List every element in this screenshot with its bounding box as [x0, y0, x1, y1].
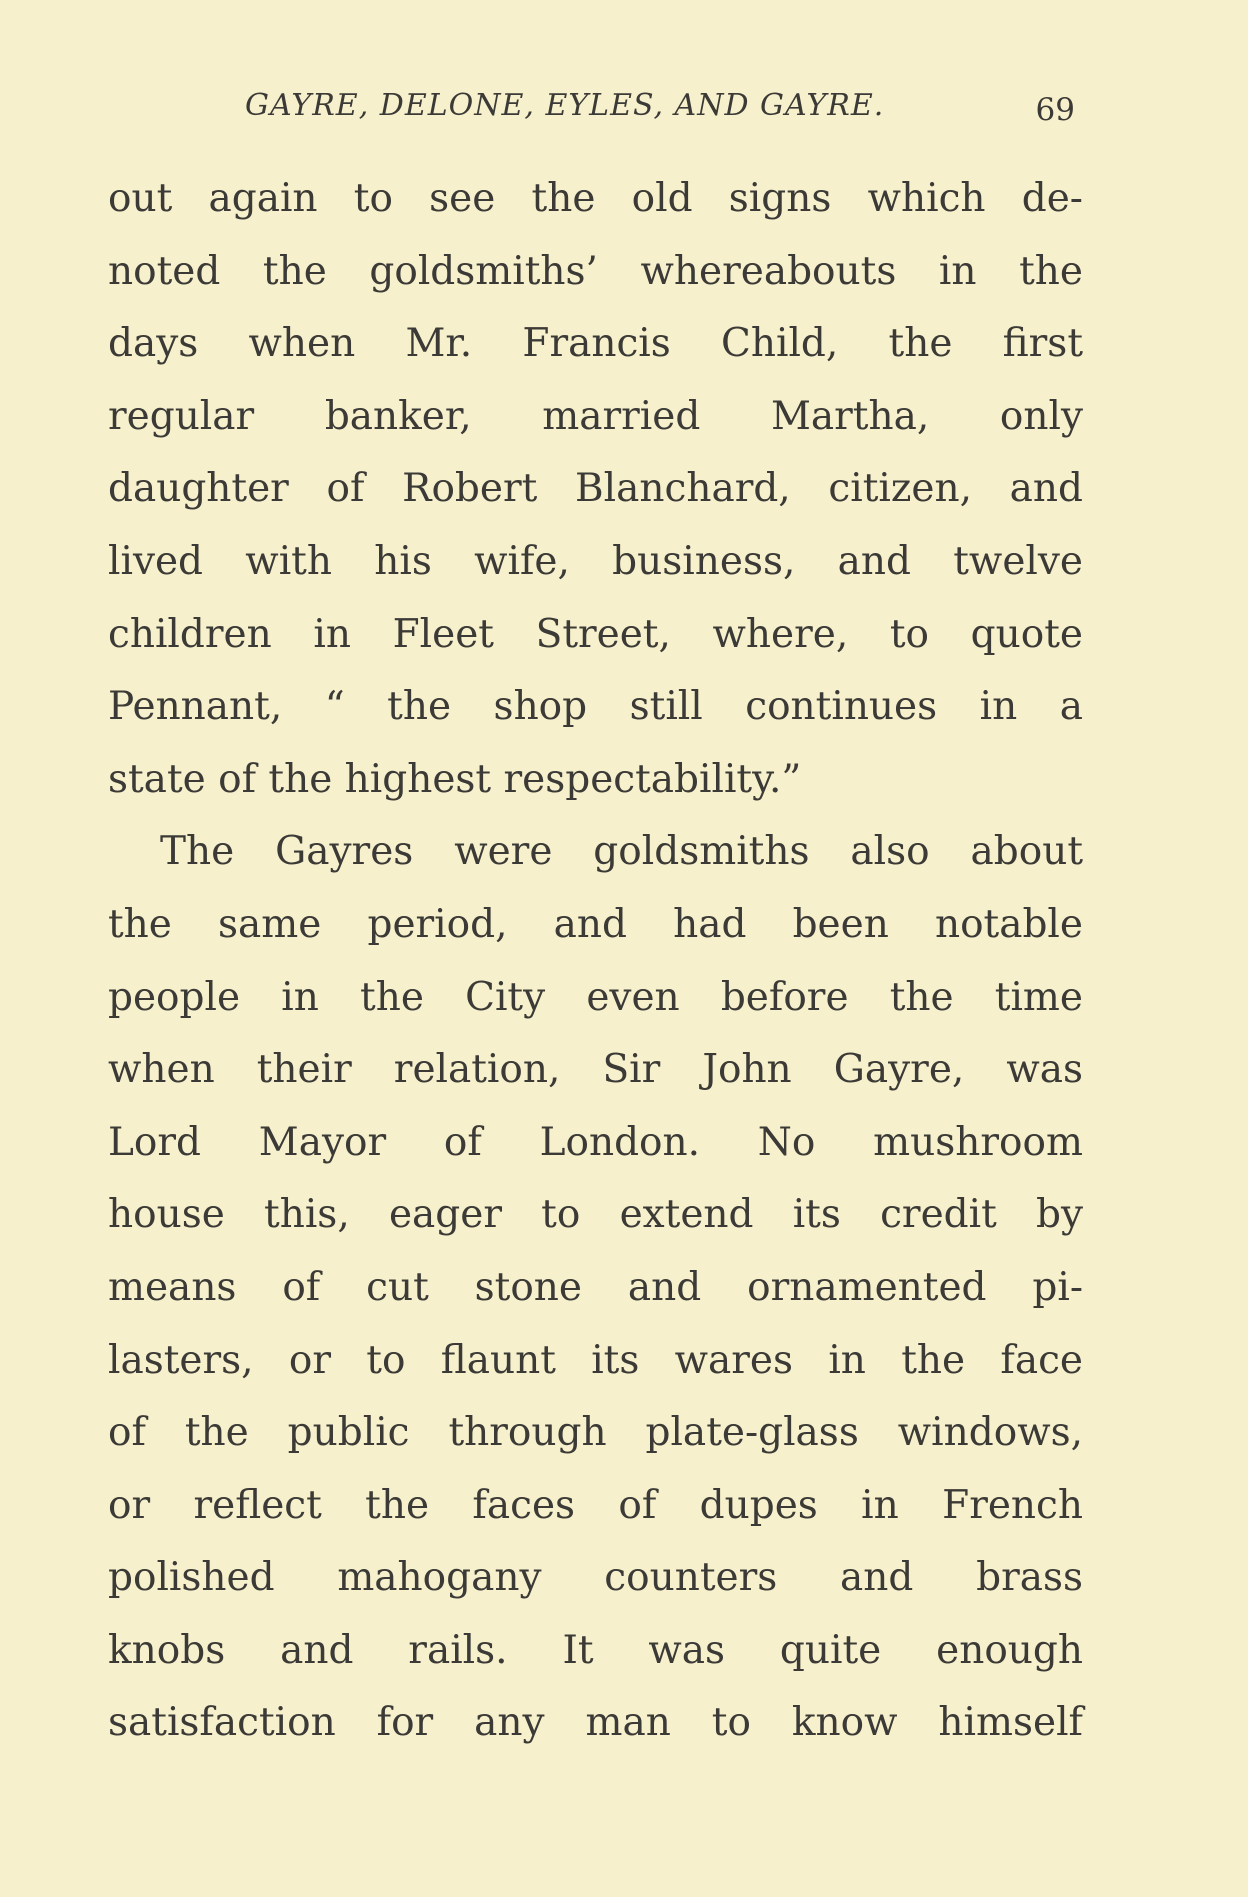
text-line: Lord Mayor of London. No mushroom [108, 1119, 1083, 1165]
running-header [245, 88, 1075, 128]
text-line: days when Mr. Francis Child, the first [108, 321, 1083, 367]
text-line: means of cut stone and ornamented pi- [108, 1264, 1083, 1310]
text-line: children in Fleet Street, where, to quote [108, 611, 1083, 657]
text-line: The Gayres were goldsmiths also about [160, 829, 1083, 875]
text-line: noted the goldsmiths’ whereabouts in the [108, 248, 1083, 294]
text-line: the same period, and had been notable [108, 901, 1083, 947]
text-line: polished mahogany counters and brass [108, 1555, 1083, 1601]
text-line: of the public through plate-glass windows, [108, 1410, 1083, 1456]
text-line: regular banker, married Martha, only [108, 393, 1083, 439]
text-line: Pennant, “ the shop still continues in a [108, 684, 1083, 730]
running-title: GAYRE, DELONE, EYLES, AND GAYRE. [245, 88, 885, 123]
text-line: state of the highest respectability.” [108, 756, 802, 802]
text-line: lived with his wife, business, and twelve [108, 538, 1083, 584]
text-line: or reflect the faces of dupes in French [108, 1482, 1083, 1528]
text-line: out again to see the old signs which de- [108, 176, 1083, 221]
page-number: 69 [1035, 92, 1075, 128]
text-line: people in the City even before the time [108, 974, 1083, 1020]
text-line: daughter of Robert Blanchard, citizen, and [108, 466, 1083, 512]
text-line: satisfaction for any man to know himself [108, 1700, 1083, 1746]
text-line: lasters, or to flaunt its wares in the face [108, 1337, 1083, 1383]
text-line: when their relation, Sir John Gayre, was [108, 1047, 1083, 1093]
text-line: house this, eager to extend its credit by [108, 1192, 1083, 1238]
text-line: knobs and rails. It was quite enough [108, 1627, 1083, 1673]
body-text [108, 163, 1083, 1760]
